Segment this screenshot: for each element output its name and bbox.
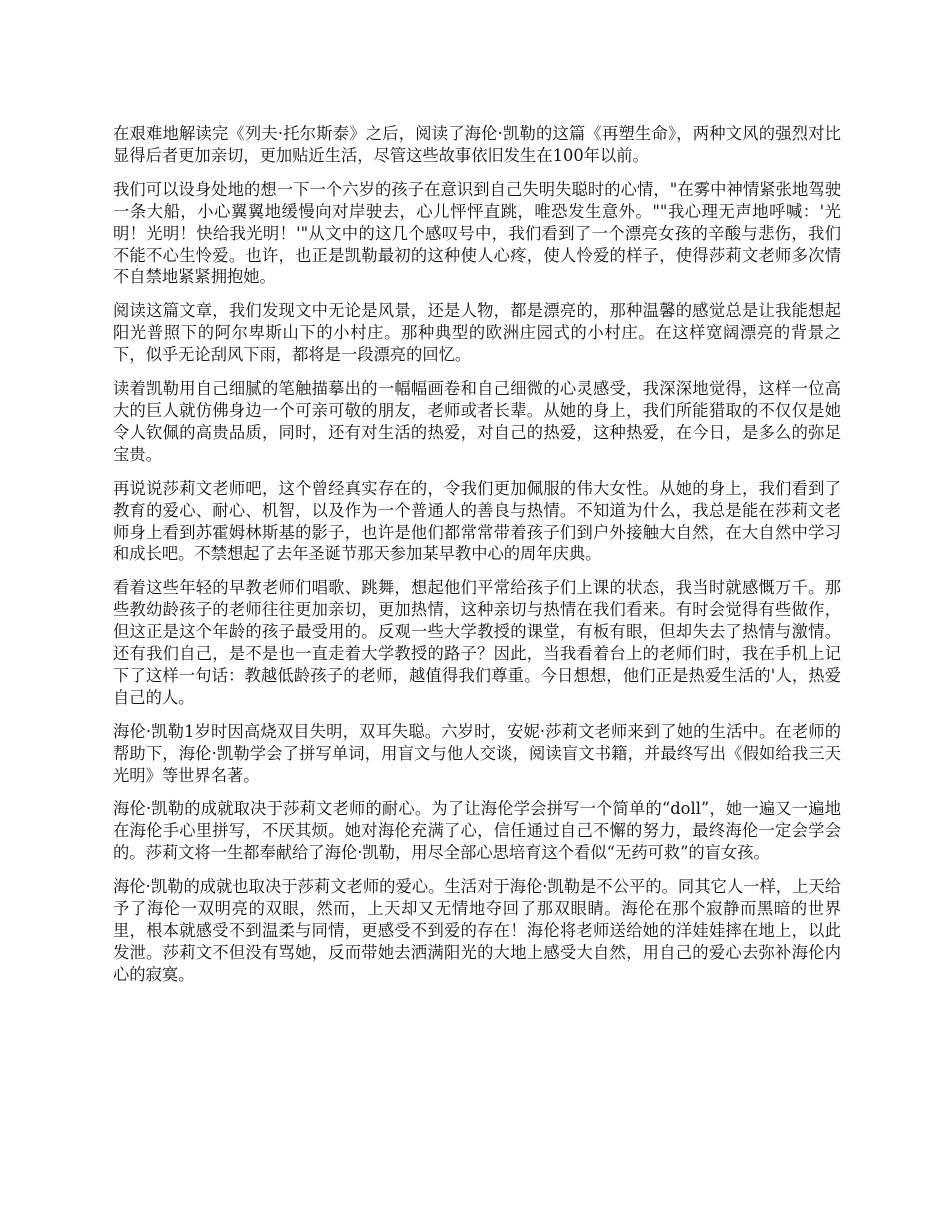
paragraph-7: 海伦·凯勒1岁时因高烧双目失明，双耳失聪。六岁时，安妮·莎莉文老师来到了她的生活中。在老师的帮助下，海伦·凯勒学会了拼写单词，用盲文与他人交谈，阅读盲文书籍，并最终写出《假如给我三天光明》等世界名著。 bbox=[113, 721, 841, 785]
paragraph-6: 看着这些年轻的早教老师们唱歌、跳舞，想起他们平常给孩子们上课的状态，我当时就感慨万千。那些教幼龄孩子的老师往往更加亲切，更加热情，这种亲切与热情在我们看来。有时会觉得有些做作，但这正是这个年龄的孩子最受用的。反观一些大学教授的课堂，有板有眼，但却失去了热情与激情。还有我们自己，是不是也一直走着大学教授的路子？因此，当我看着台上的老师们时，我在手机上记下了这样一句话：教越低龄孩子的老师，越值得我们尊重。今日想想，他们正是热爱生活的'人，热爱自己的人。 bbox=[113, 578, 841, 707]
paragraph-4: 读着凯勒用自己细腻的笔触描摹出的一幅幅画卷和自己细微的心灵感受，我深深地觉得，这样一位高大的巨人就仿佛身边一个可亲可敬的朋友，老师或者长辈。从她的身上，我们所能猎取的不仅仅是她令人钦佩的高贵品质，同时，还有对生活的热爱，对自己的热爱，这种热爱，在今日，是多么的弥足宝贵。 bbox=[113, 379, 841, 464]
paragraph-3: 阅读这篇文章，我们发现文中无论是风景，还是人物，都是漂亮的，那种温馨的感觉总是让我能想起阳光普照下的阿尔卑斯山下的小村庄。那种典型的欧洲庄园式的小村庄。在这样宽阔漂亮的背景之下，似乎无论刮风下雨，都将是一段漂亮的回忆。 bbox=[113, 301, 841, 365]
paragraph-5: 再说说莎莉文老师吧，这个曾经真实存在的，令我们更加佩服的伟大女性。从她的身上，我们看到了教育的爱心、耐心、机智，以及作为一个普通人的善良与热情。不知道为什么，我总是能在莎莉文老师身上看到苏霍姆林斯基的影子，也许是他们都常常带着孩子们到户外接触大自然，在大自然中学习和成长吧。不禁想起了去年圣诞节那天参加某早教中心的周年庆典。 bbox=[113, 478, 841, 564]
paragraph-9: 海伦·凯勒的成就也取决于莎莉文老师的爱心。生活对于海伦·凯勒是不公平的。同其它人一样，上天给予了海伦一双明亮的双眼，然而，上天却又无情地夺回了那双眼睛。海伦在那个寂静而黑暗的世界里，根本就感受不到温柔与同情，更感受不到爱的存在！海伦将老师送给她的洋娃娃摔在地上，以此发泄。莎莉文不但没有骂她，反而带她去洒满阳光的大地上感受大自然，用自己的爱心去弥补海伦内心的寂寞。 bbox=[113, 877, 841, 984]
document-body bbox=[113, 123, 841, 998]
paragraph-1: 在艰难地解读完《列夫·托尔斯泰》之后，阅读了海伦·凯勒的这篇《再塑生命》，两种文风的强烈对比显得后者更加亲切，更加贴近生活，尽管这些故事依旧发生在100年以前。 bbox=[113, 124, 841, 165]
paragraph-8: 海伦·凯勒的成就取决于莎莉文老师的耐心。为了让海伦学会拼写一个简单的“doll”，她一遍又一遍地在海伦手心里拼写，不厌其烦。她对海伦充满了心，信任通过自己不懈的努力，最终海伦一定会学会的。莎莉文将一生都奉献给了海伦·凯勒，用尽全部心思培育这个看似“无药可救”的盲女孩。 bbox=[113, 799, 841, 863]
paragraph-2: 我们可以设身处地的想一下一个六岁的孩子在意识到自己失明失聪时的心情，"在雾中神情紧张地驾驶一条大船，小心翼翼地缓慢向对岸驶去，心儿怦怦直跳，唯恐发生意外。""我心理无声地呼喊：'光明！光明！快给我光明！'"从文中的这几个感叹号中，我们看到了一个漂亮女孩的辛酸与悲伤，我们不能不心生怜爱。也许，也正是凯勒最初的这种使人心疼，使人怜爱的样子，使得莎莉文老师多次情不自禁地紧紧拥抱她。 bbox=[113, 179, 841, 287]
